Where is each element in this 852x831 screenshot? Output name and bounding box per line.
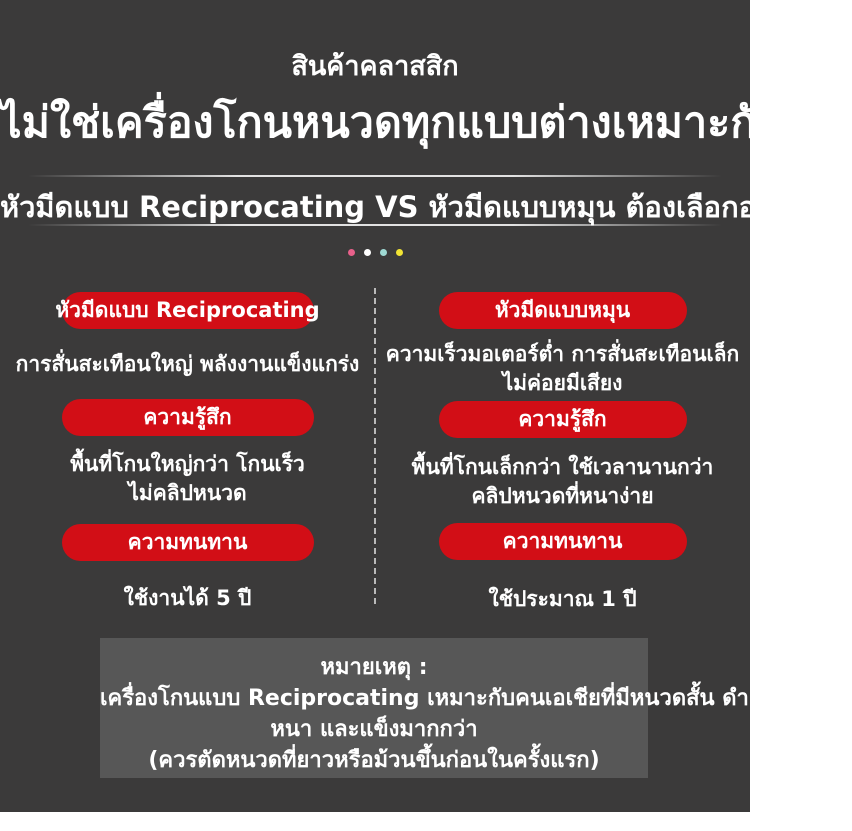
divider-line-bottom [28, 224, 722, 226]
note-line: (ควรตัดหนวดที่ยาวหรือม้วนขึ้นก่อนในครั้งแรก) [148, 748, 600, 773]
rotary-intro-text [386, 340, 739, 398]
note-line: หนา และแข็งมากกว่า [270, 717, 478, 742]
text-line: ไม่คลิปหนวด [128, 481, 247, 505]
dots-separator [0, 249, 750, 256]
reciprocating-feel-text [70, 450, 305, 508]
rotary-durability-pill: ความทนทาน [439, 523, 687, 560]
reciprocating-feel-pill: ความรู้สึก [62, 399, 314, 436]
vs-banner-title: หัวมีดแบบ Reciprocating VS หัวมีดแบบหมุน ต้องเลือกอย่างไร [0, 190, 834, 224]
reciprocating-intro-text: การสั่นสะเทือนใหญ่ พลังงานแข็งแกร่ง [15, 352, 360, 376]
text-line: พื้นที่โกนใหญ่กว่า โกนเร็ว [70, 452, 305, 476]
text-line: ไม่ค่อยมีเสียง [502, 371, 623, 395]
divider-line-top [28, 175, 722, 177]
dot-pink-icon [348, 249, 355, 256]
note-heading: หมายเหตุ : [320, 655, 428, 680]
text-line: คลิปหนวดที่หนาง่าย [471, 484, 654, 508]
text-line: พื้นที่โกนเล็กกว่า ใช้เวลานานกว่า [411, 455, 714, 479]
rotary-durability-text: ใช้ประมาณ 1 ปี [488, 587, 637, 611]
dot-yellow-icon [396, 249, 403, 256]
page-title: ไม่ใช่เครื่องโกนหนวดทุกแบบต่างเหมาะกับคุณ [0, 98, 852, 148]
rotary-title-pill: หัวมีดแบบหมุน [439, 292, 687, 329]
reciprocating-title-pill: หัวมีดแบบ Reciprocating [62, 292, 314, 329]
rotary-feel-text [412, 453, 714, 511]
comparison-column-rotary [375, 285, 750, 614]
subtitle: สินค้าคลาสสิก [291, 51, 459, 82]
comparison-column-reciprocating [0, 285, 375, 613]
reciprocating-durability-text: ใช้งานได้ 5 ปี [123, 586, 252, 610]
note-line: เครื่องโกนแบบ Reciprocating เหมาะกับคนเอเชียที่มีหนวดสั้น ดำ [100, 686, 749, 711]
dot-teal-icon [380, 249, 387, 256]
text-line: ความเร็วมอเตอร์ต่ำ การสั่นสะเทือนเล็ก [385, 342, 740, 366]
rotary-feel-pill: ความรู้สึก [439, 401, 687, 438]
dot-white-icon [364, 249, 371, 256]
note-box [100, 638, 749, 778]
reciprocating-durability-pill: ความทนทาน [62, 524, 314, 561]
